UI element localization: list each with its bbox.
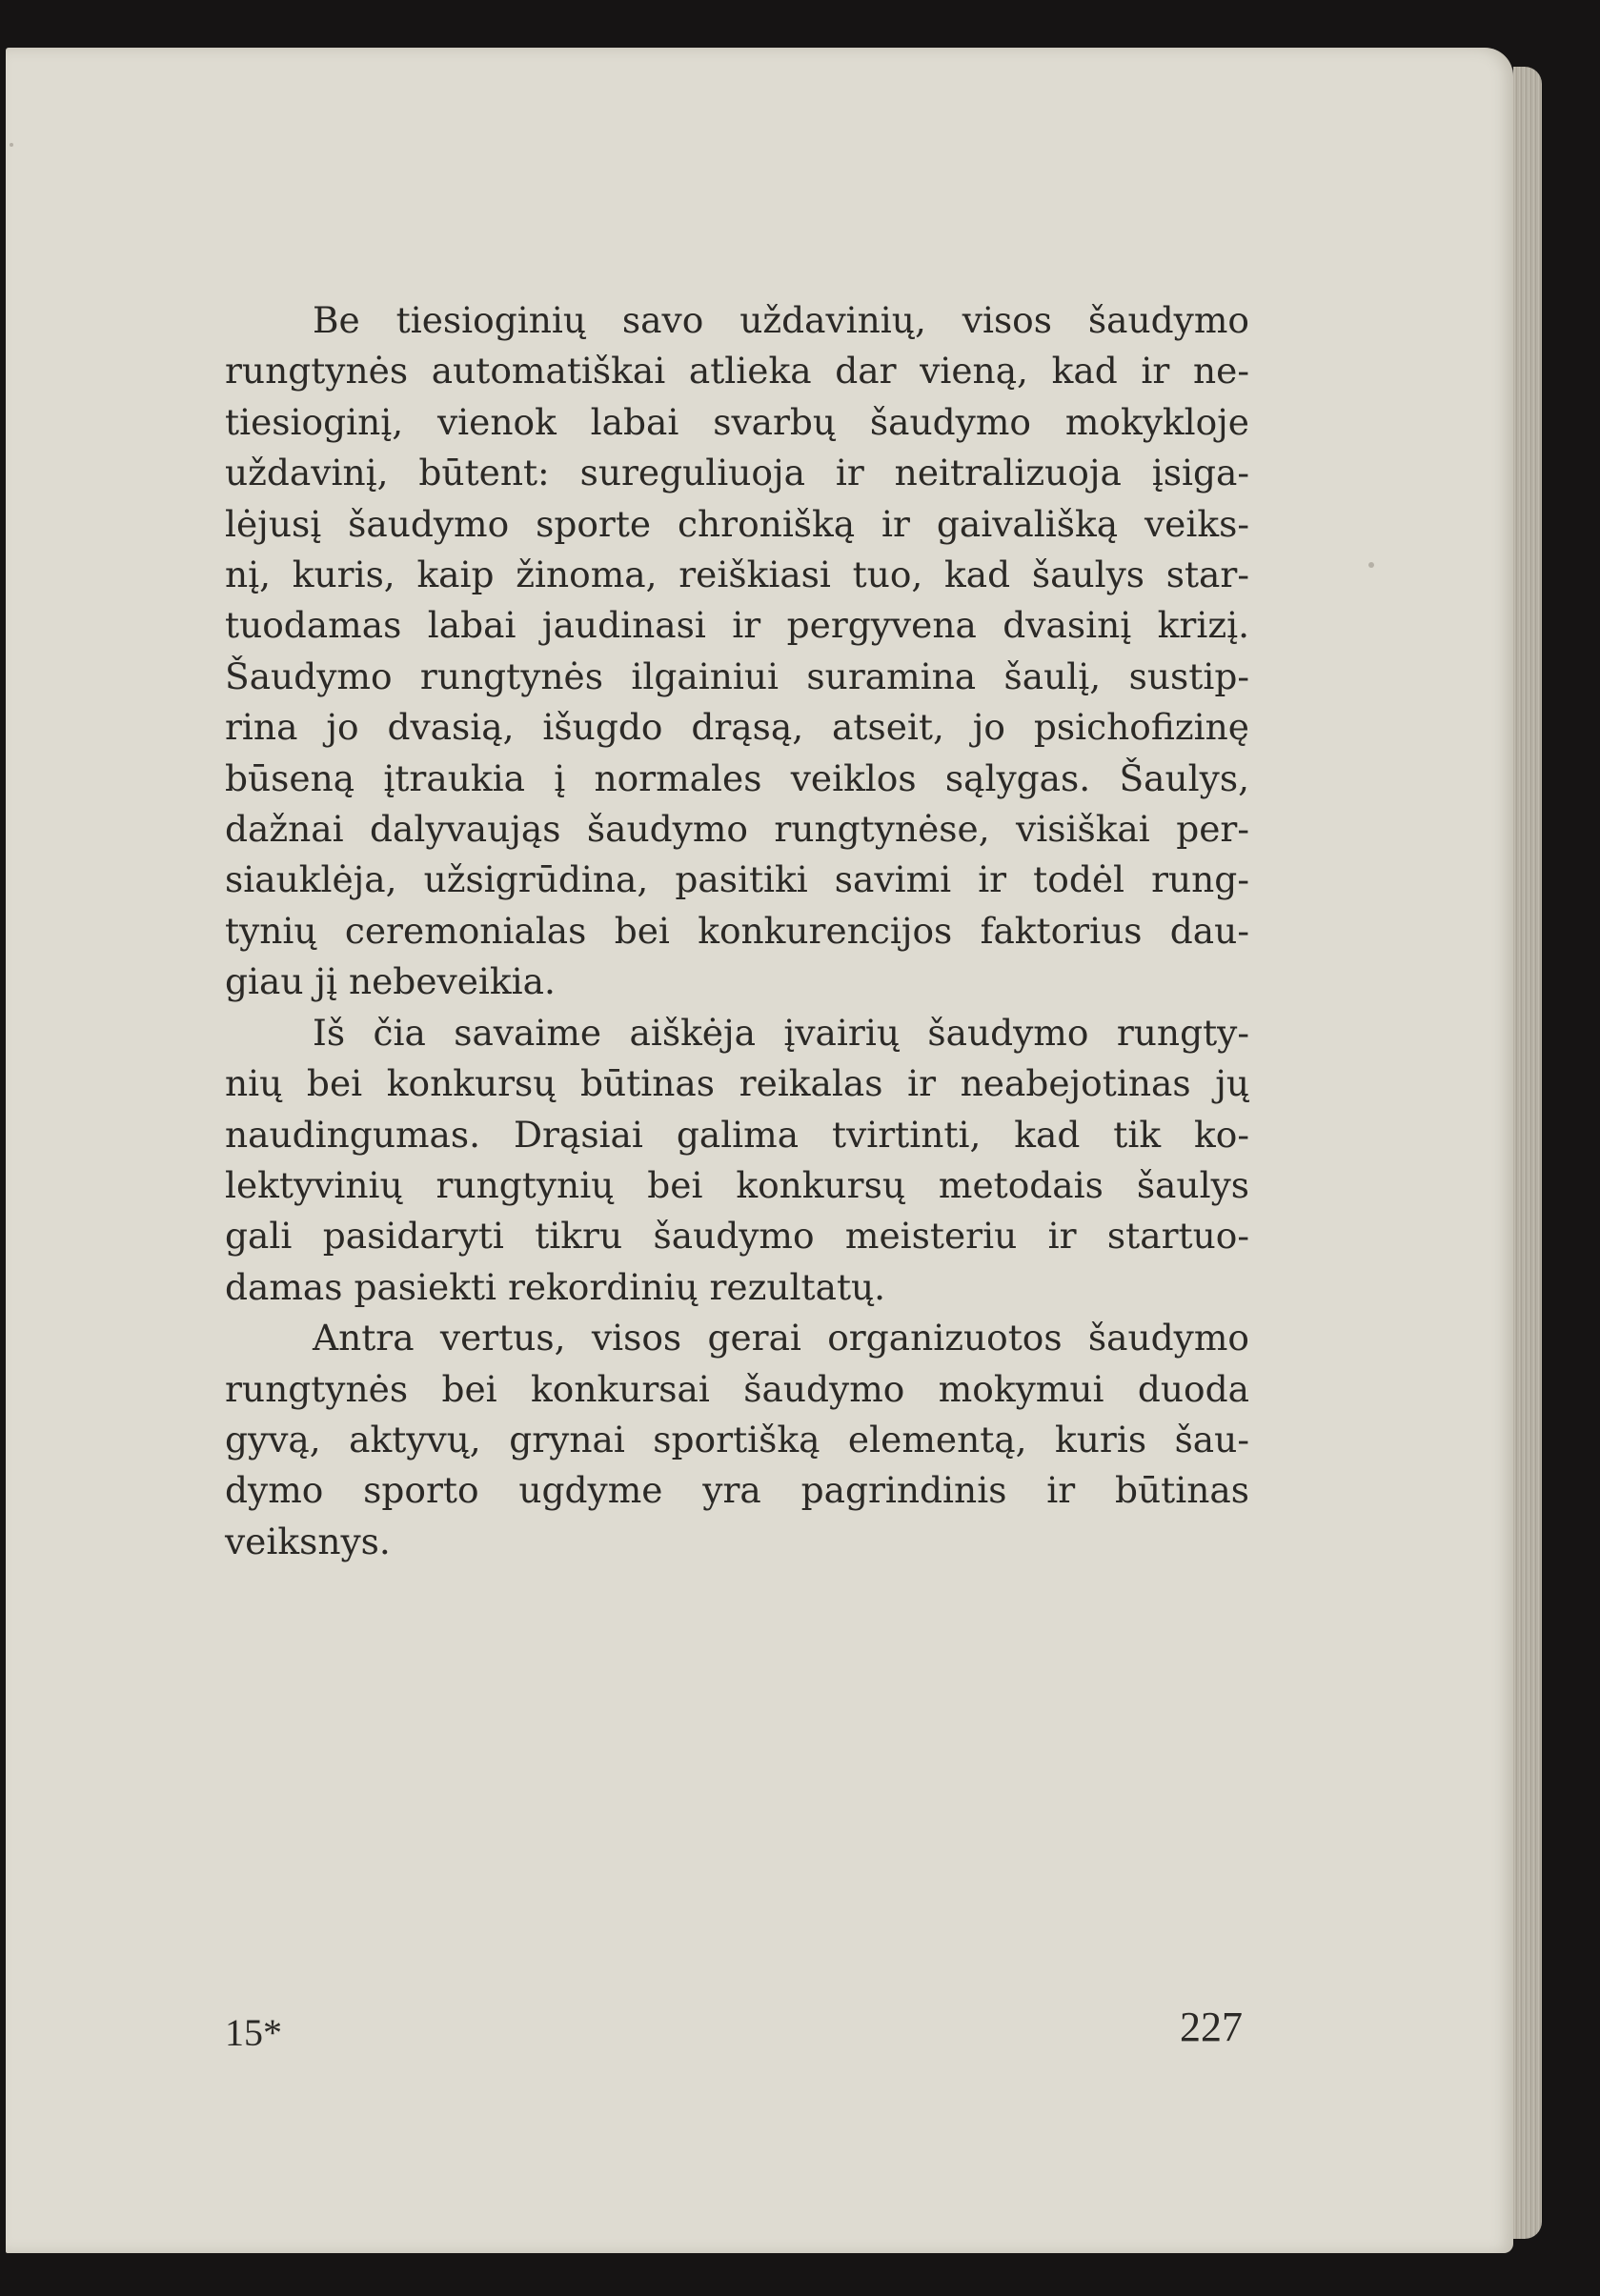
text-line: uždavinį, būtent: sureguliuoja ir neitralizuoja įsiga- xyxy=(225,452,1249,494)
text-line: Be tiesioginių savo uždavinių, visos šaudymo xyxy=(313,299,1249,341)
text-line: gyvą, aktyvų, grynai sportišką elementą, kuris šau- xyxy=(225,1418,1249,1460)
page-edge-stack xyxy=(1513,67,1542,2239)
text-line: rina jo dvasią, išugdo drąsą, atseit, jo psichofizinę xyxy=(225,706,1249,749)
text-line: tynių ceremonialas bei konkurencijos faktorius dau- xyxy=(225,909,1249,952)
text-line: lėjusį šaudymo sporte chronišką ir gaivališką veiks- xyxy=(225,502,1249,545)
body-text xyxy=(225,295,1249,1567)
paragraph-3 xyxy=(225,1313,1249,1567)
text-line: Šaudymo rungtynės ilgainiui suramina šaulį, sustip- xyxy=(225,655,1249,697)
text-line: dažnai dalyvaująs šaudymo rungtynėse, visiškai per- xyxy=(225,808,1249,851)
text-line: siauklėja, užsigrūdina, pasitiki savimi ir todėl rung- xyxy=(225,858,1249,901)
text-line: veiksnys. xyxy=(225,1520,391,1562)
paragraph-1 xyxy=(225,295,1249,1008)
text-line: tiesioginį, vienok labai svarbų šaudymo mokykloje xyxy=(225,400,1249,443)
text-line: gali pasidaryti tikru šaudymo meisteriu ir startuo- xyxy=(225,1215,1249,1258)
paper-speck xyxy=(10,143,13,147)
paragraph-2 xyxy=(225,1008,1249,1313)
text-line: naudingumas. Drąsiai galima tvirtinti, kad tik ko- xyxy=(225,1113,1249,1156)
page-number: 227 xyxy=(1180,2004,1243,2050)
text-line: damas pasiekti rekordinių rezultatų. xyxy=(225,1265,886,1308)
text-line: Antra vertus, visos gerai organizuotos šaudymo xyxy=(313,1317,1249,1359)
text-line: lektyvinių rungtynių bei konkursų metodais šaulys xyxy=(225,1163,1249,1206)
text-line: būseną įtraukia į normales veiklos sąlygas. Šaulys, xyxy=(225,756,1249,799)
text-line: rungtynės automatiškai atlieka dar vieną, kad ir ne- xyxy=(225,350,1249,393)
paper-speck xyxy=(1368,562,1374,568)
text-line: nį, kuris, kaip žinoma, reiškiasi tuo, kad šaulys star- xyxy=(225,554,1249,596)
text-line: dymo sporto ugdyme yra pagrindinis ir būtinas xyxy=(225,1469,1249,1512)
text-line: Iš čia savaime aiškėja įvairių šaudymo rungty- xyxy=(313,1011,1249,1054)
signature-mark: 15* xyxy=(225,2011,282,2054)
text-line: giau jį nebeveikia. xyxy=(225,960,556,1003)
text-line: rungtynės bei konkursai šaudymo mokymui duoda xyxy=(225,1367,1249,1410)
text-line: nių bei konkursų būtinas reikalas ir neabejotinas jų xyxy=(225,1062,1249,1105)
text-line: tuodamas labai jaudinasi ir pergyvena dvasinį krizį. xyxy=(225,604,1249,647)
